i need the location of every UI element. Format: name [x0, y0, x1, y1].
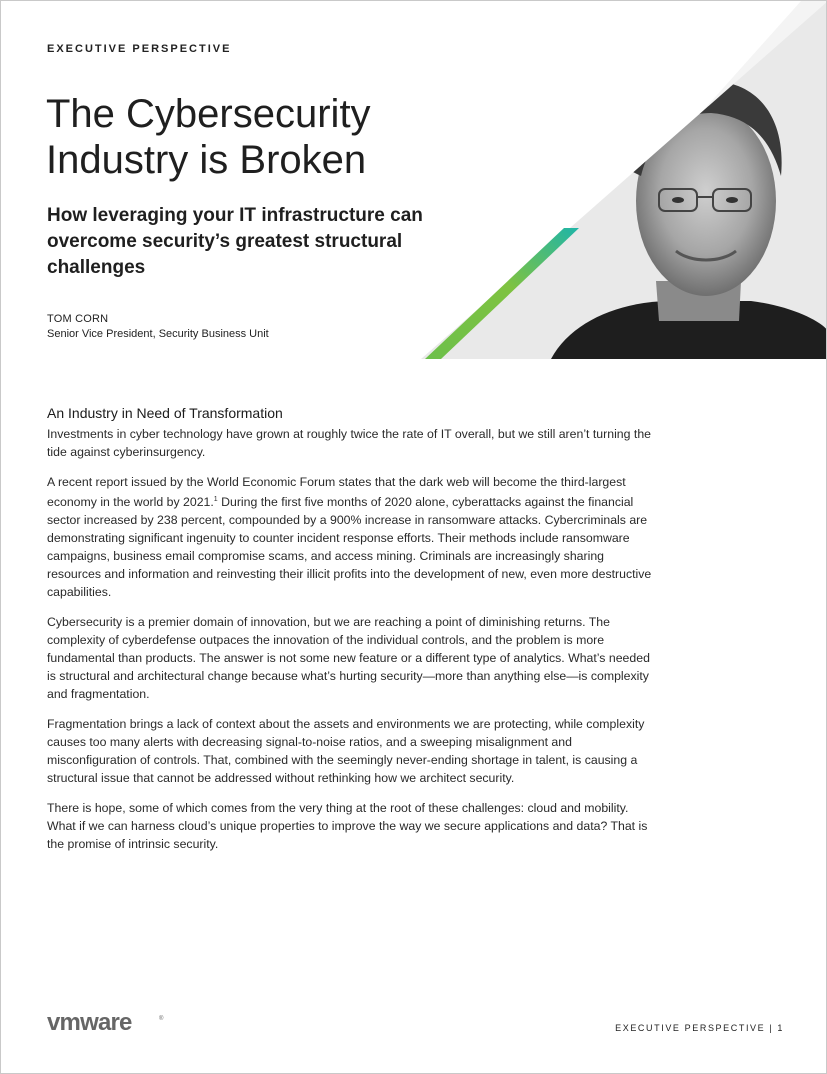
registered-mark: ®: [159, 1016, 164, 1022]
paragraph-2-lead: A recent report issued by the World Economic Forum states that the dark web will become the third-largest economy in the world by 2021.: [47, 475, 626, 510]
portrait-image: [421, 1, 827, 359]
author-role: Senior Vice President, Security Business Unit: [47, 328, 269, 340]
page-subtitle: How leveraging your IT infrastructure can overcome security’s greatest structural challenges: [47, 205, 423, 278]
footer-page-label: EXECUTIVE PERSPECTIVE | 1: [615, 1023, 784, 1033]
paragraph-2-rest: During the first five months of 2020 alone, cyberattacks against the financial sector increased by 238 percent, compounded by a 900% increase in ransomware attacks. Cybercriminals are demonstrating significant ingenuity to counter incident response efforts. Their methods include ransomware campaigns, business email compromise scams, and access mining. Criminals are increasingly sharing resources and information and reinvesting their illicit profits into the development of new, even more destructive capabilities.: [47, 495, 652, 600]
article-section: [47, 405, 657, 865]
paragraph-2: [47, 473, 657, 601]
paragraph-4: Fragmentation brings a lack of context about the assets and environments we are protecting, while complexity causes too many alerts with decreasing signal-to-noise ratios, and a sweeping misalignment and misconfiguration of controls. That, combined with the seemingly never-ending shortage in talent, is causing a structural issue that cannot be addressed without rethinking how we architect security.: [47, 717, 645, 786]
author-name: TOM CORN: [47, 313, 109, 325]
paragraph-3: Cybersecurity is a premier domain of innovation, but we are reaching a point of diminishing returns. The complexity of cyberdefense outpaces the innovation of the individual controls, and the problem is more fundamental than products. The answer is not some new feature or a different type of analytics. What’s needed is structural and architectural change because what’s hurting security—more than anything else—is complexity and fragmentation.: [47, 615, 650, 702]
vmware-logo-text: vmware: [47, 1009, 132, 1036]
vmware-logo: [47, 1009, 165, 1037]
paragraph-5: There is hope, some of which comes from the very thing at the root of these challenges: cloud and mobility. What if we can harness cloud’s unique properties to improve the way we secure applications and data? That is the promise of intrinsic security.: [47, 801, 648, 852]
hero-graphic: [421, 1, 827, 359]
paragraph-1: Investments in cyber technology have grown at roughly twice the rate of IT overall, but we still aren’t turning the tide against cyberinsurgency.: [47, 427, 652, 459]
footnote-ref[interactable]: 1: [213, 496, 218, 503]
page-title: The Cybersecurity Industry is Broken: [46, 92, 371, 182]
section-heading: An Industry in Need of Transformation: [47, 405, 283, 421]
eyebrow-label: EXECUTIVE PERSPECTIVE: [47, 43, 232, 55]
